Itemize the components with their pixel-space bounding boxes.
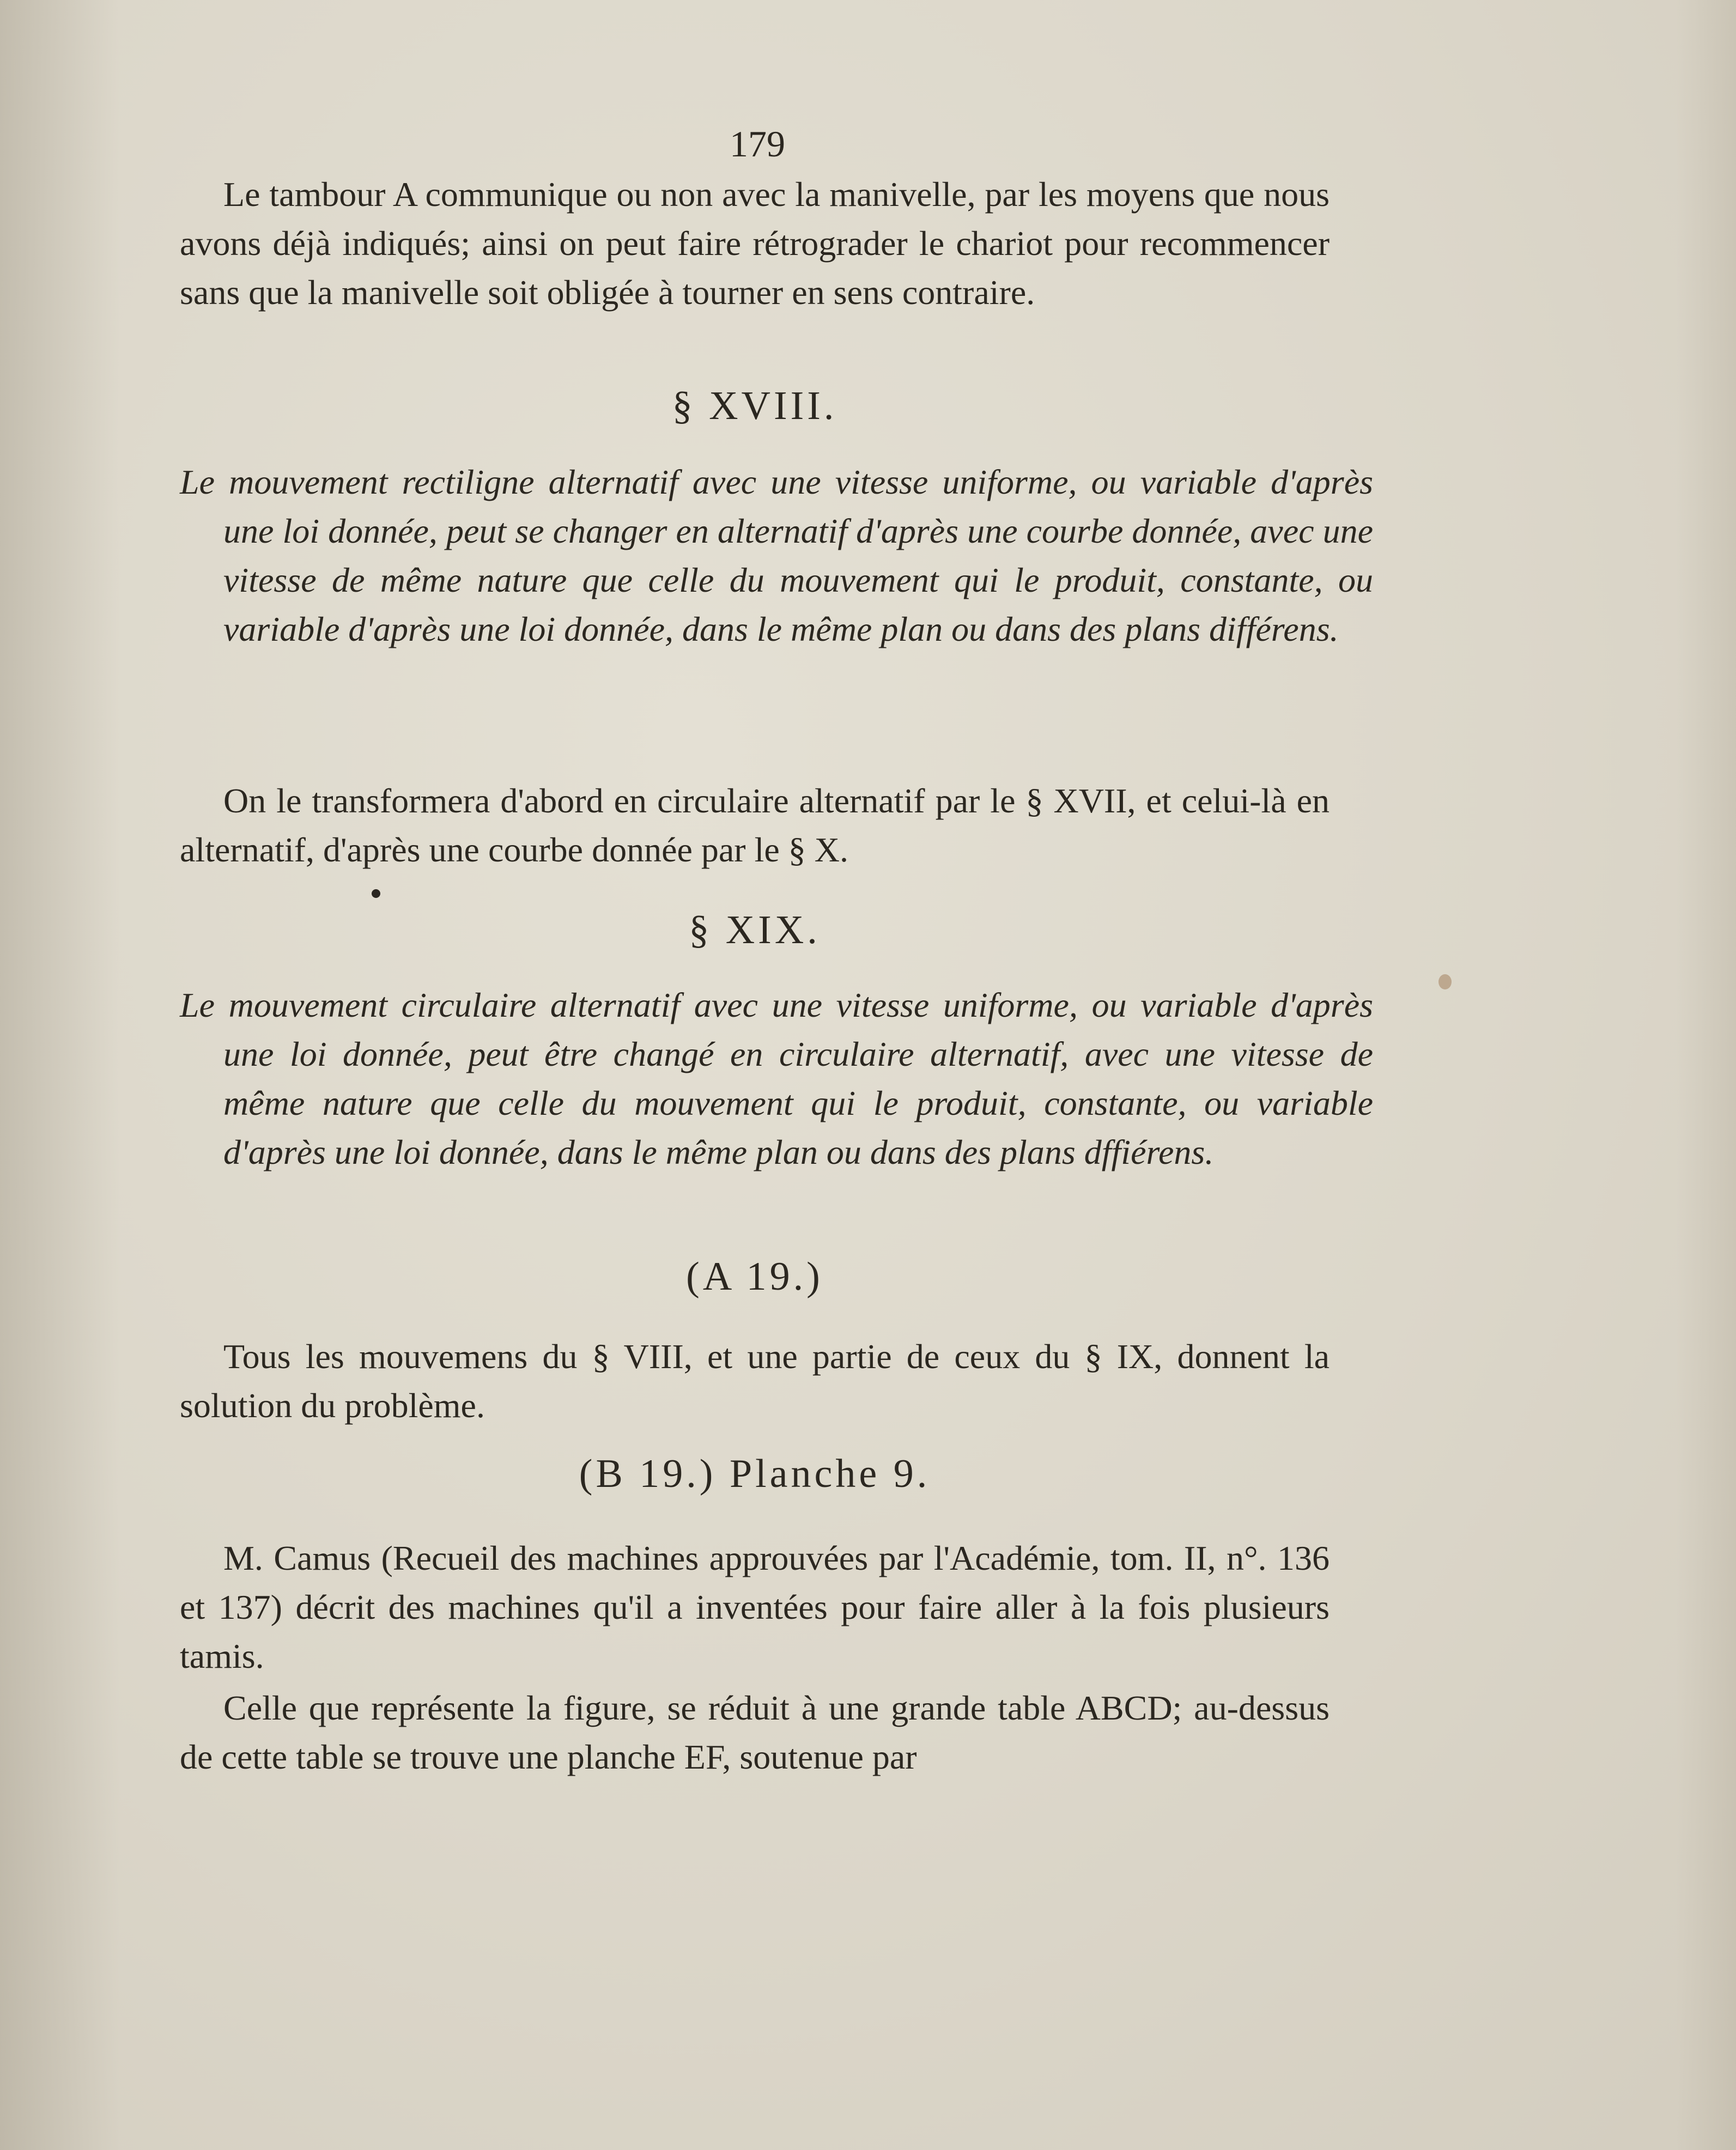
ink-dot (372, 889, 380, 898)
subheading-b19: (B 19.) Planche 9. (579, 1451, 931, 1496)
subheading-a19: (A 19.) (686, 1254, 823, 1299)
page-number: 179 (730, 123, 785, 165)
page-edge-shading (1676, 0, 1736, 2150)
paragraph-2: On le transformera d'abord en circulaire alternatif par le § XVII, et celui-là en alternatif, d'après une courbe donnée par le § X. (180, 781, 1330, 869)
section-heading-xix: § XIX. (689, 908, 821, 952)
paragraph-1: Le tambour A communique ou non avec la manivelle, par les moyens que nous avons déjà indiqués; ainsi on peut faire rétrograder le chariot pour recommencer sans que la manivelle soit obligée à tourner en sens contraire. (180, 175, 1330, 312)
paragraph-5: Celle que représente la figure, se réduit à une grande table ABCD; au-dessus de cette table se trouve une planche EF, soutenue par (180, 1689, 1330, 1776)
section-heading-xviii: § XVIII. (672, 384, 837, 428)
theorem-xix: Le mouvement circulaire alternatif avec une vitesse uniforme, ou variable d'après une loi donnée, peut être changé en circulaire alternatif, avec une vitesse de même nature que celle du mouvement qui le produit, constante, ou variable d'après une loi donnée, dans le même plan ou dans des plans dffiérens. (180, 986, 1373, 1171)
paragraph-3: Tous les mouvemens du § VIII, et une partie de ceux du § IX, donnent la solution du problème. (180, 1337, 1330, 1425)
foxing-spot (1438, 974, 1452, 989)
paragraph-4: M. Camus (Recueil des machines approuvées par l'Académie, tom. II, n°. 136 et 137) décrit des machines qu'il a inventées pour faire aller à la fois plusieurs tamis. (180, 1539, 1330, 1675)
theorem-xviii: Le mouvement rectiligne alternatif avec une vitesse uniforme, ou variable d'après une loi donnée, peut se changer en alternatif d'après une courbe donnée, avec une vitesse de même nature que celle du mouvement qui le produit, constante, ou variable d'après une loi donnée, dans le même plan ou dans des plans différens. (180, 463, 1373, 648)
binding-shadow (0, 0, 120, 2150)
